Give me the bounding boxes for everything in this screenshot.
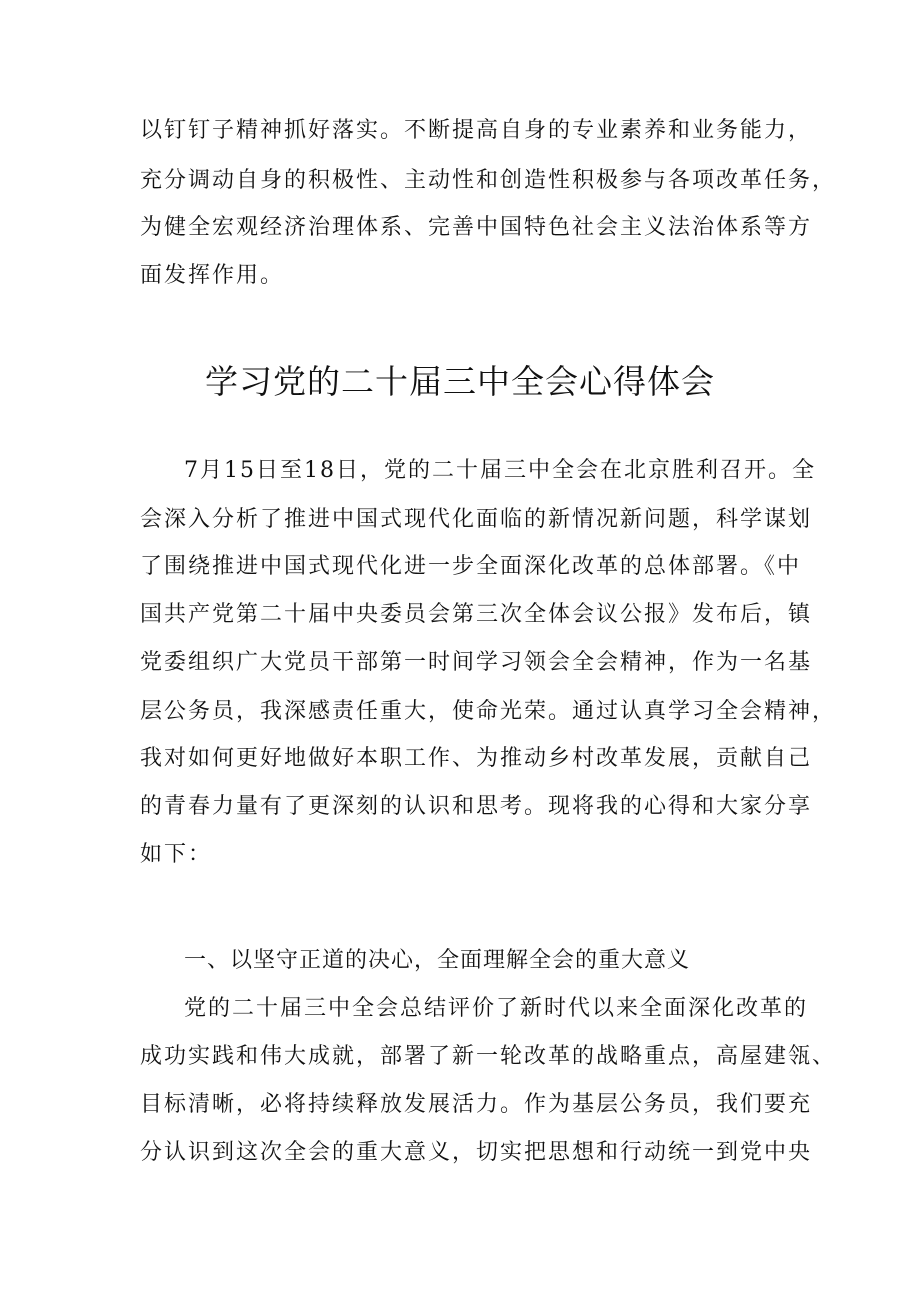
document-title: 学习党的二十届三中全会心得体会: [205, 362, 715, 401]
paragraph-line: 分认识到这次全会的重大意义，切实把思想和行动统一到党中央: [140, 1140, 813, 1165]
paragraph-line: 党的二十届三中全会总结评价了新时代以来全面深化改革的: [184, 996, 809, 1021]
paragraph-line: 充分调动自身的积极性、主动性和创造性积极参与各项改革任务，: [140, 168, 837, 193]
paragraph-line: 层公务员，我深感责任重大，使命光荣。通过认真学习全会精神，: [140, 699, 837, 724]
paragraph-line: 面发挥作用。: [140, 263, 285, 288]
paragraph-line: 7月15日至18日，党的二十届三中全会在北京胜利召开。全: [184, 458, 816, 483]
paragraph-line: 党委组织广大党员干部第一时间学习领会全会精神，作为一名基: [140, 650, 813, 675]
section-heading: 一、以坚守正道的决心，全面理解全会的重大意义: [184, 948, 691, 973]
paragraph-line: 目标清晰，必将持续释放发展活力。作为基层公务员，我们要充: [140, 1092, 813, 1117]
paragraph-line: 会深入分析了推进中国式现代化面临的新情况新问题，科学谋划: [140, 507, 813, 532]
paragraph-line: 的青春力量有了更深刻的认识和思考。现将我的心得和大家分享: [140, 794, 813, 819]
paragraph-line: 为健全宏观经济治理体系、完善中国特色社会主义法治体系等方: [140, 215, 813, 240]
paragraph-line: 了围绕推进中国式现代化进一步全面深化改革的总体部署。《中: [140, 554, 802, 579]
paragraph-line: 成功实践和伟大成就，部署了新一轮改革的战略重点，高屋建瓴、: [140, 1044, 837, 1069]
paragraph-line: 以钉钉子精神抓好落实。不断提高自身的专业素养和业务能力，: [140, 118, 813, 143]
paragraph-line: 如下：: [140, 842, 213, 867]
paragraph-line: 国共产党第二十届中央委员会第三次全体会议公报》发布后，镇: [140, 602, 813, 627]
paragraph-line: 我对如何更好地做好本职工作、为推动乡村改革发展，贡献自己: [140, 746, 813, 771]
